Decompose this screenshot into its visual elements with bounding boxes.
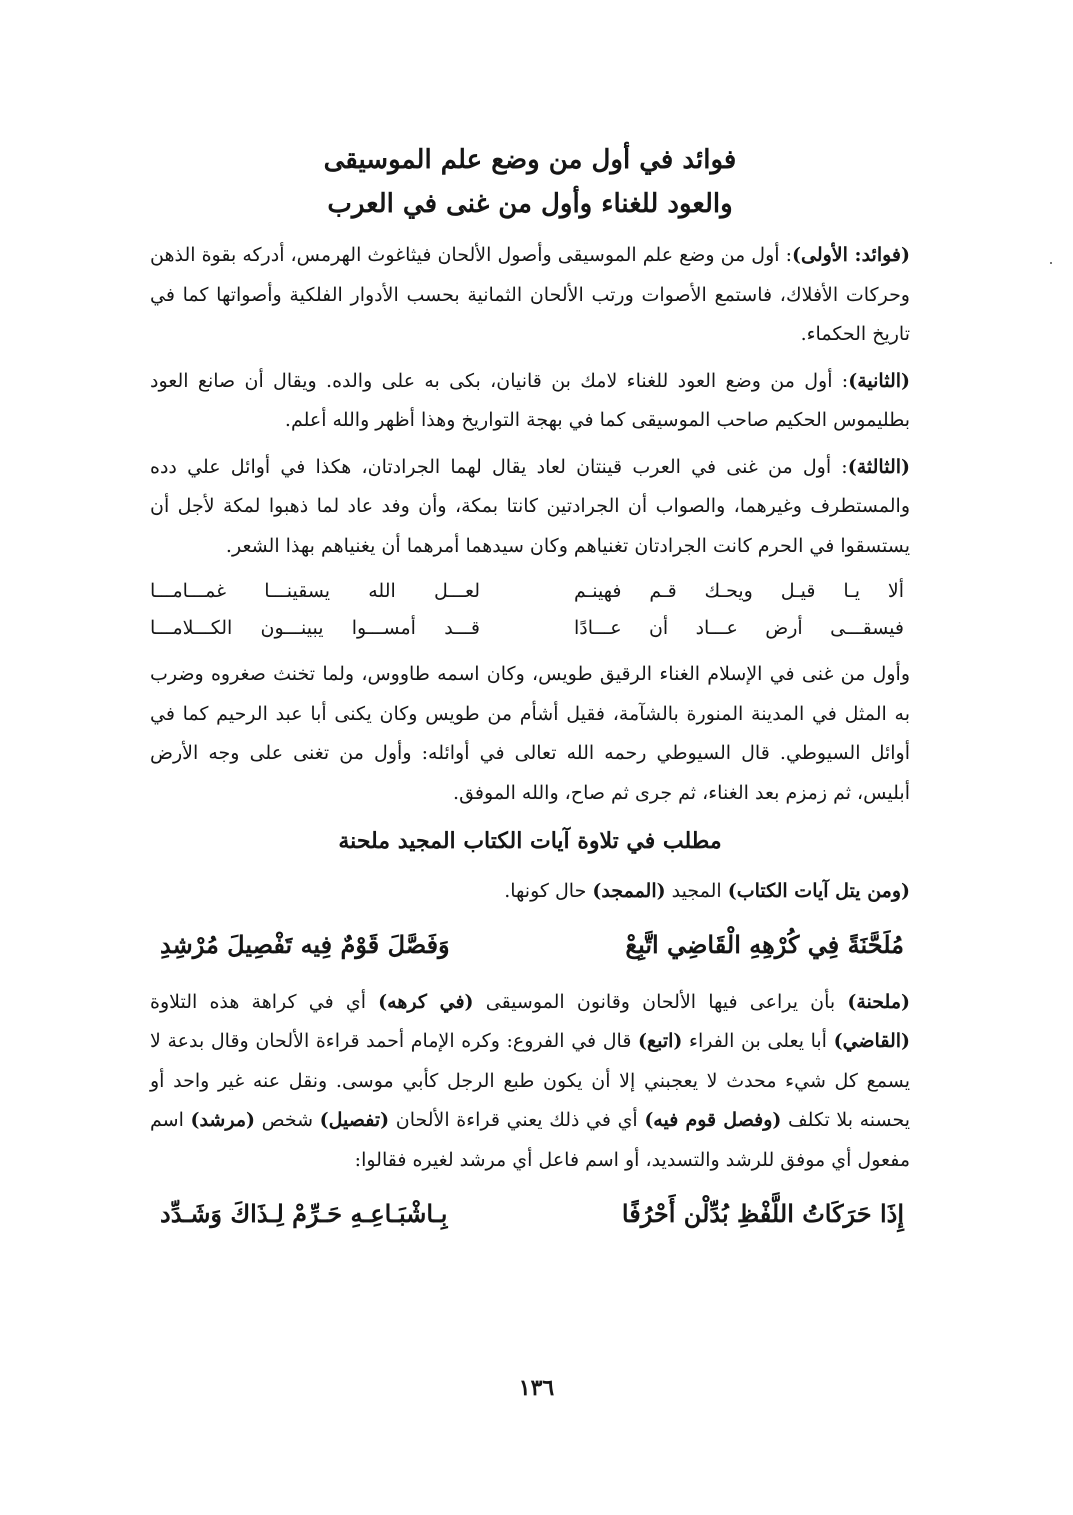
poem-hemistich-first: فيسقـــى أرض عـــاد أن عـــادًا	[574, 617, 904, 639]
verse-intro	[150, 872, 910, 912]
title-line-2: والعود للغناء وأول من غنى في العرب	[327, 189, 733, 219]
paragraph-label: (الثالثة)	[847, 455, 910, 478]
intro-text-2: حال كونها.	[504, 880, 593, 902]
intro-bold-2: (الممجد)	[592, 880, 666, 902]
paragraph-label: (الثانية)	[848, 369, 910, 392]
main-verse-first: مُلَحَّنَةً فِي كُرْهِهِ الْقَاضِي اتَّبِعْ	[625, 929, 904, 959]
book-page	[150, 138, 910, 1252]
poem-block	[150, 573, 910, 647]
commentary-term: (مرشد)	[190, 1109, 255, 1131]
paragraph-label: (فوائد: الأولى)	[792, 244, 911, 266]
commentary-paragraph	[150, 983, 910, 1181]
paragraph-after-poem: وأول من غنى في الإسلام الغناء الرقيق طويس، وكان اسمه طاووس، ولما تخنث صغروه وضرب به المثل في المدينة المنورة بالشآمة، فقيل أشأم من طويس وكان يكنى أبا عبد الرحيم كما في أوائل السيوطي. قال السيوطي رحمه الله تعالى في أوائله: وأول من تغنى على وجه الأرض أبليس، ثم زمزم بعد الغناء، ثم جرى ثم صاح، والله الموفق.	[150, 663, 910, 804]
paragraph-text: : أول من غنى في العرب قينتان لعاد يقال لهما الجرادتان، هكذا في أوائل علي دده والمستطرف وغيرهما، والصواب أن الجرادتين كانتا بمكة، وأن وفد عاد لما ذهبوا لمكة لأجل أن يستسقوا في الحرم كانت الجرادتان تغنياهم وكان سيدهما أمرهما أن يغنياهم بهذا الشعر.	[150, 455, 910, 557]
poem-hemistich-second: قـــد أمســـوا يبينـــون الكـــلامـــا	[150, 617, 480, 639]
main-verse	[150, 919, 910, 971]
commentary-text: بأن يراعى فيها الألحان وقانون الموسيقى	[473, 990, 848, 1013]
commentary-text: قال في الفروع: وكره الإمام أحمد قراءة الألحان وقال بدعة لا يسمع كل شيء محدث لا يعجبني إلا أن يكون طبع الرجل كأبي موسى. ونقل عنه غير واحد أو يحسنه بلا تكلف	[150, 1030, 910, 1131]
commentary-term: (وفصل قوم فيه)	[644, 1109, 782, 1131]
paragraph-second	[150, 362, 910, 441]
commentary-text: اسم مفعول أي موفق للرشد والتسديد، أو اسم فاعل أي مرشد لغيره فقالوا:	[150, 1109, 910, 1171]
commentary-term: (القاضي)	[833, 1030, 910, 1052]
paragraph-third	[150, 448, 910, 567]
scan-speck	[1050, 262, 1052, 264]
commentary-term: (في كرهه)	[378, 990, 474, 1013]
commentary-text: شخص	[255, 1109, 320, 1131]
title-line-1: فوائد في أول من وضع علم الموسيقى	[323, 145, 737, 175]
paragraph-text: : أول من وضع علم الموسيقى وأصول الألحان فيثاغوث الهرمس، أدركه بقوة الذهن وحركات الأفلاك، فاستمع الأصوات ورتب الألحان الثمانية بحسب الأدوار الفلكية وأصواتها كما في تاريخ الحكماء.	[150, 244, 910, 345]
commentary-term: (تفصيل)	[319, 1109, 390, 1131]
intro-bold-1: (ومن يتل آيات الكتاب)	[727, 880, 910, 902]
poem-line	[150, 573, 910, 610]
commentary-term: (اتبع)	[638, 1030, 683, 1052]
page-number: ١٣٦	[518, 1375, 555, 1401]
main-verse-second: وَفَصَّلَ قَوْمٌ فِيه تَفْصِيلَ مُرْشِدِ	[160, 929, 450, 959]
intro-text-1: المجيد	[665, 880, 728, 902]
poem-hemistich-first: ألا يـا قيـل ويحـك قـم فهينـم	[574, 580, 904, 602]
commentary-text: أي في كراهة هذه التلاوة	[150, 990, 379, 1013]
paragraph-first	[150, 236, 910, 355]
commentary-text: أي في ذلك يعني قراءة الألحان	[389, 1109, 645, 1131]
closing-verse-first: إِذَا حَرَكَاتُ اللَّفْظِ بُدِّلْن أَحْرُفًا	[621, 1199, 904, 1228]
page-title	[150, 138, 910, 226]
closing-verse	[150, 1188, 910, 1240]
commentary-term: (ملحنة)	[847, 990, 911, 1013]
commentary-text: أبا يعلى بن الفراء	[682, 1030, 834, 1052]
poem-hemistich-second: لعـــل الله يسقينـــا غمـــامـــا	[150, 580, 480, 602]
closing-verse-second: بِـاشْبَـاعِـهِ حَـرِّمْ لِـذَاكَ وَشَـدِّد	[160, 1199, 448, 1228]
poem-line	[150, 610, 910, 647]
section-subheading: مطلب في تلاوة آيات الكتاب المجيد ملحنة	[338, 828, 722, 854]
paragraph-text: : أول من وضع العود للغناء لامك بن قانيان، بكى به على والده. ويقال أن صانع العود بطليموس الحكيم صاحب الموسيقى كما في بهجة التواريخ وهذا أظهر والله أعلم.	[150, 369, 910, 431]
